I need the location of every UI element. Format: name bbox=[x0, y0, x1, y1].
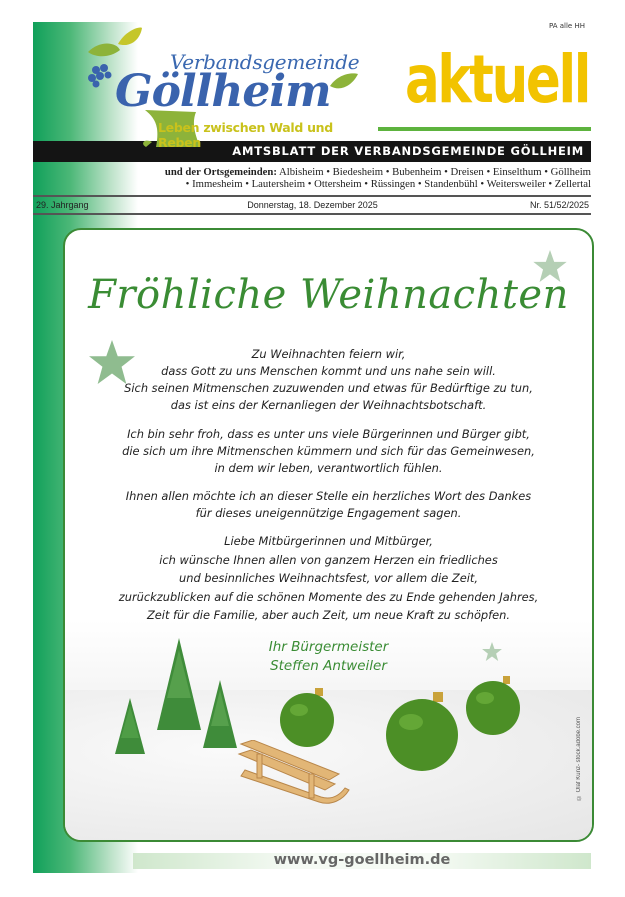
signature-role: Ihr Bürgermeister bbox=[268, 639, 389, 655]
christmas-tree-icon bbox=[113, 698, 147, 760]
greeting-paragraph-3: Ihnen allen möchte ich an dieser Stelle ein herzliches Wort des Dankes für dieses uneigennützige Engagement sagen. bbox=[125, 489, 532, 520]
issue-volume: 29. Jahrgang bbox=[36, 200, 89, 210]
ortsgemeinden-label: und der Ortsgemeinden: bbox=[164, 166, 277, 178]
website-bar bbox=[133, 853, 591, 869]
bauble-icon bbox=[385, 692, 461, 772]
bauble-icon bbox=[279, 688, 337, 748]
photo-credit: © Olaf Kunz- stock.adobe.com bbox=[576, 716, 582, 800]
issue-date: Donnerstag, 18. Dezember 2025 bbox=[247, 200, 378, 210]
ortsgemeinden-line2: • Immesheim • Lautersheim • Ottersheim • Rüssingen • Standenbühl • Weitersweiler • Zellertal bbox=[185, 178, 591, 190]
brand-underline bbox=[378, 127, 591, 131]
divider-bottom bbox=[33, 213, 591, 215]
logo-tagline: Leben zwischen Wald und Reben bbox=[158, 120, 333, 150]
signature-name: Steffen Antweiler bbox=[270, 658, 387, 674]
signature bbox=[65, 638, 592, 676]
issue-number: Nr. 51/52/2025 bbox=[529, 200, 589, 210]
ortsgemeinden-line1: Albisheim • Biedesheim • Bubenheim • Dreisen • Einselthum • Göllheim bbox=[276, 166, 591, 178]
sled-icon bbox=[235, 740, 357, 810]
logo-line2: Göllheim bbox=[115, 66, 331, 117]
greeting-paragraph-2: Ich bin sehr froh, dass es unter uns viele Bürgerinnen und Bürger gibt, die sich um ihre Mitmenschen kümmern und sich für das Gemeinwesen, in dem wir leben, verantwortlich fühlen. bbox=[122, 427, 535, 475]
bauble-icon bbox=[465, 676, 523, 736]
brand-aktuell: aktuell bbox=[405, 41, 590, 118]
christmas-tree-icon bbox=[201, 680, 239, 752]
distribution-label: PA alle HH bbox=[548, 22, 585, 30]
greeting-paragraph-1: Zu Weihnachten feiern wir, dass Gott zu uns Menschen kommt und uns nahe sein will. Sich seinen Mitmenschen zuzuwenden und etwas für Bedürftige zu tun, das ist eins der Kernanliegen der Weihnachtsbotschaft. bbox=[124, 347, 533, 412]
ortsgemeinden-list bbox=[131, 166, 591, 190]
logo-line1: Verbandsgemeinde bbox=[170, 50, 360, 74]
christmas-tree-icon bbox=[155, 638, 203, 736]
website-link[interactable]: www.vg-goellheim.de bbox=[273, 852, 451, 868]
greeting-title: Fröhliche Weihnachten bbox=[88, 272, 569, 318]
amtsblatt-title: AMTSBLATT DER VERBANDSGEMEINDE GÖLLHEIM bbox=[232, 144, 584, 158]
christmas-greeting-card bbox=[63, 228, 594, 842]
divider-top bbox=[33, 195, 591, 197]
greeting-paragraph-4: Liebe Mitbürgerinnen und Mitbürger, ich wünsche Ihnen allen von ganzem Herzen ein friedliches und besinnliches Weihnachtsfest, vor allem die Zeit, zurückzublicken auf die schönen Momente des zu Ende gehenden Jahres, Zeit für die Familie, aber auch Zeit, um neue Kraft zu schöpfen. bbox=[118, 534, 539, 622]
vg-goellheim-logo bbox=[60, 22, 370, 150]
